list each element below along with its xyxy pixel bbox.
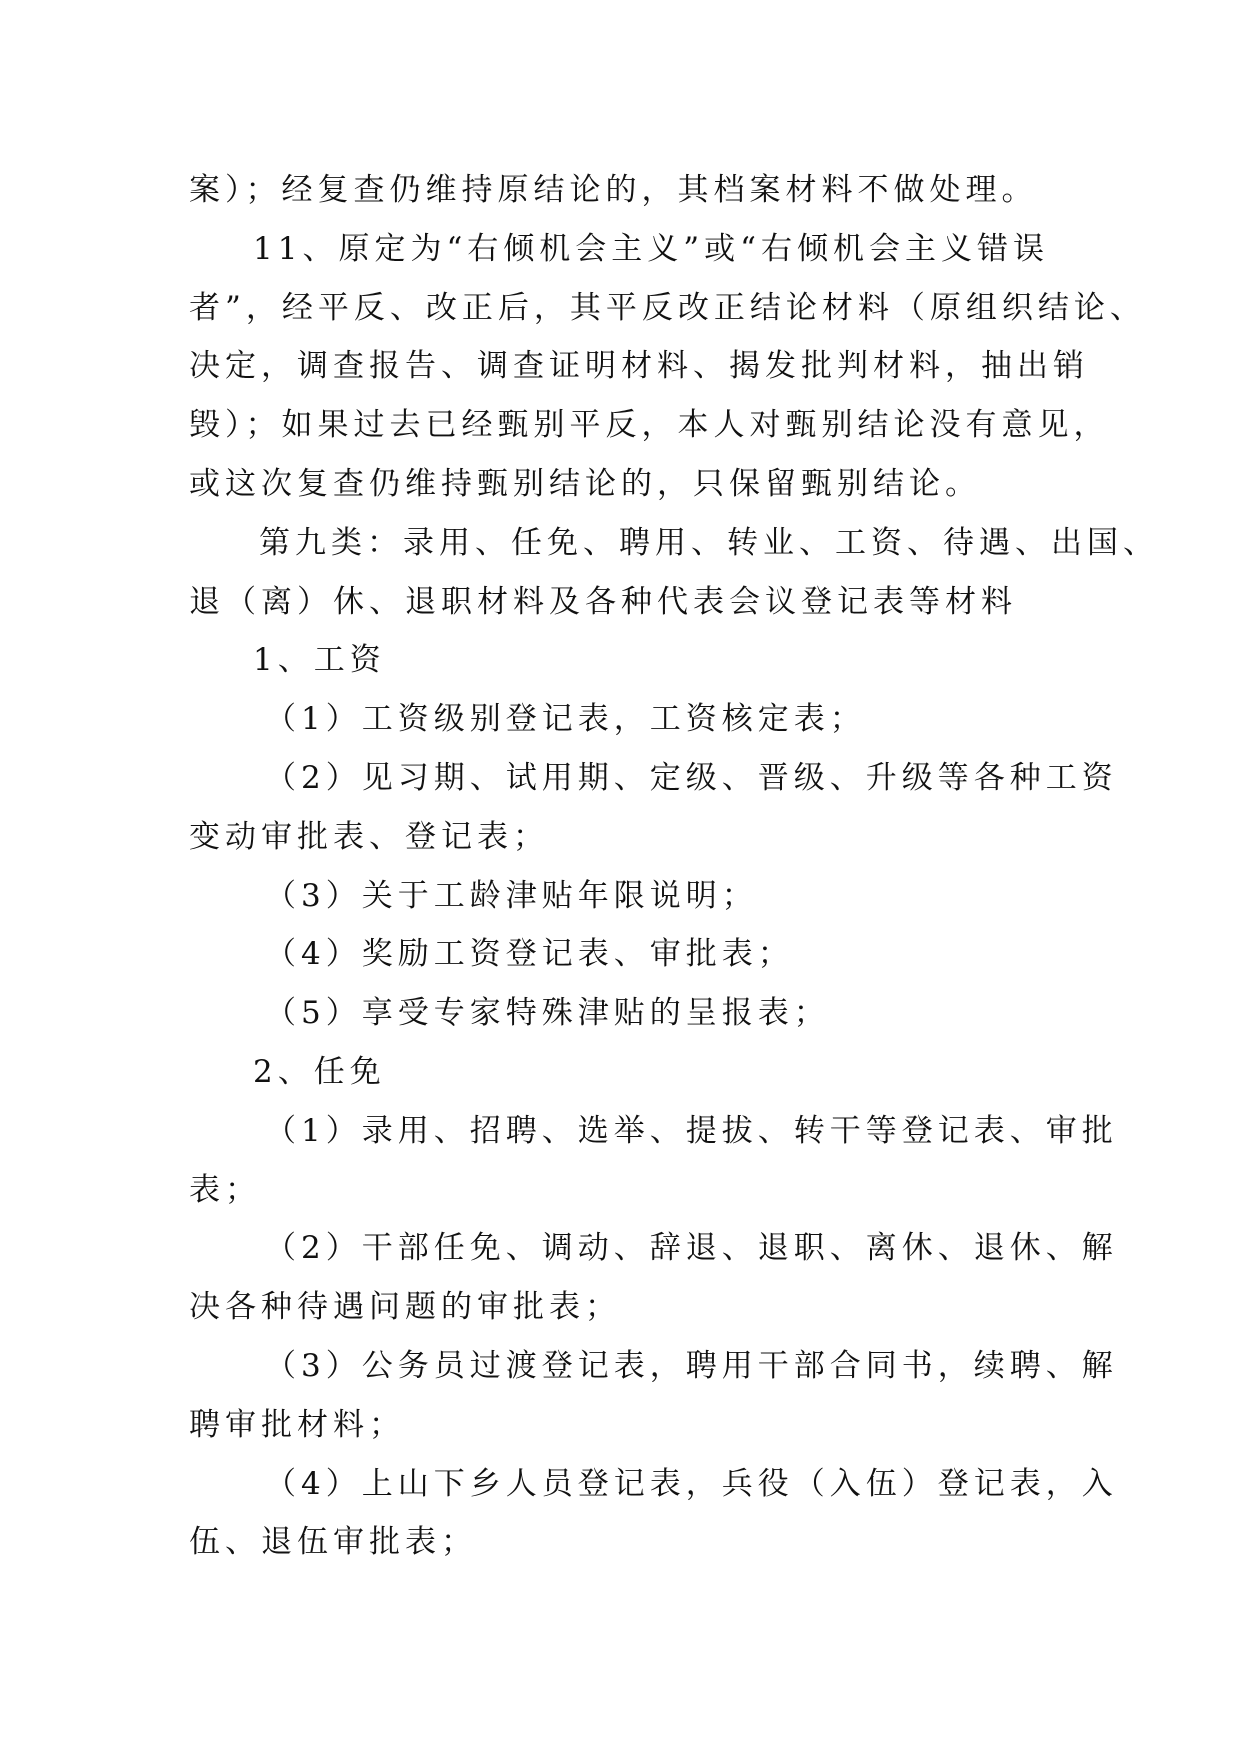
list-item-cont: 变动审批表、登记表； xyxy=(189,818,549,855)
list-item-cont: 表； xyxy=(189,1171,261,1208)
category-heading-cont: 退（离）休、退职材料及各种代表会议登记表等材料 xyxy=(189,583,1017,620)
text-line: 案）；经复查仍维持原结论的，其档案材料不做处理。 xyxy=(189,172,1038,208)
list-item: （3）公务员过渡登记表，聘用干部合同书，续聘、解 xyxy=(265,1347,1118,1384)
list-item: （2）见习期、试用期、定级、晋级、升级等各种工资 xyxy=(265,759,1118,796)
section-heading-wages: 1、工资 xyxy=(253,642,386,679)
list-item-cont: 聘审批材料； xyxy=(189,1406,405,1443)
text-line: 毁）；如果过去已经甄别平反，本人对甄别结论没有意见， xyxy=(189,407,1110,444)
section-heading-appointment: 2、任免 xyxy=(253,1053,386,1090)
text-line: 决定，调查报告、调查证明材料、揭发批判材料，抽出销 xyxy=(189,348,1089,385)
category-heading: 第九类：录用、任免、聘用、转业、工资、待遇、出国、 xyxy=(259,524,1159,561)
list-item: （4）上山下乡人员登记表，兵役（入伍）登记表，入 xyxy=(265,1465,1118,1502)
text-line: 或这次复查仍维持甄别结论的，只保留甄别结论。 xyxy=(189,465,981,502)
list-item: （1）录用、招聘、选举、提拔、转干等登记表、审批 xyxy=(265,1112,1118,1149)
list-item: （2）干部任免、调动、辞退、退职、离休、退休、解 xyxy=(265,1230,1118,1267)
text-line: 11、原定为“右倾机会主义”或“右倾机会主义错误 xyxy=(253,230,1049,267)
list-item: （3）关于工龄津贴年限说明； xyxy=(265,877,758,914)
list-item-cont: 伍、退伍审批表； xyxy=(189,1524,477,1561)
text-line: 者”，经平反、改正后，其平反改正结论材料（原组织结论、 xyxy=(189,289,1146,326)
list-item: （1）工资级别登记表，工资核定表； xyxy=(265,701,866,738)
list-item-cont: 决各种待遇问题的审批表； xyxy=(189,1289,621,1326)
list-item: （5）享受专家特殊津贴的呈报表； xyxy=(265,995,830,1032)
list-item: （4）奖励工资登记表、审批表； xyxy=(265,936,794,973)
document-body xyxy=(189,161,1159,1572)
